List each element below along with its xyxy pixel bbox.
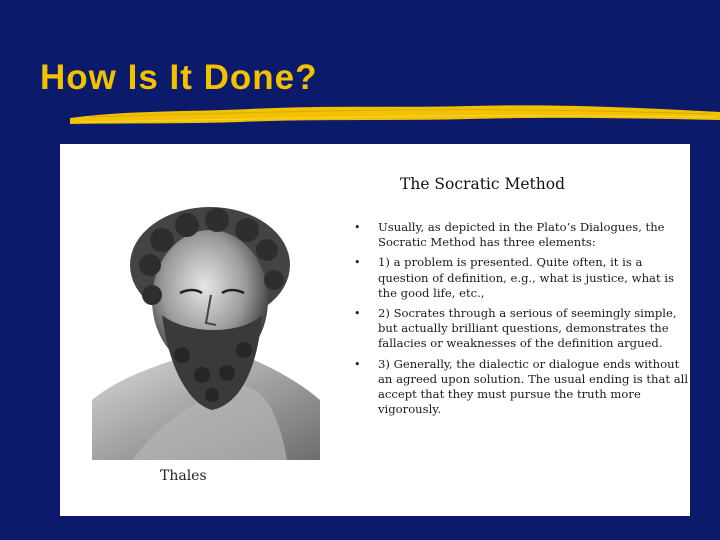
bullet-icon: • bbox=[354, 256, 361, 270]
thales-bust-image bbox=[92, 205, 320, 460]
slide-title: How Is It Done? bbox=[40, 58, 318, 97]
bullet-item bbox=[348, 357, 690, 418]
bullet-icon: • bbox=[354, 357, 361, 371]
bullet-list bbox=[348, 220, 690, 422]
title-brush-underline bbox=[70, 100, 720, 130]
bullet-icon: • bbox=[354, 221, 361, 234]
panel-heading: The Socratic Method bbox=[400, 175, 566, 193]
bullet-text: Usually, as depicted in the Plato’s Dialogues, the Socratic Method has three elements: bbox=[378, 220, 665, 250]
bullet-text: 2) Socrates through a serious of seemingly simple, but actually brilliant questions, demonstrates the fallacies or weaknesses of the definition argued. bbox=[378, 306, 677, 351]
bullet-item bbox=[348, 255, 690, 301]
bullet-item bbox=[348, 306, 690, 352]
bullet-icon: • bbox=[354, 307, 361, 321]
image-caption: Thales bbox=[160, 468, 207, 484]
bullet-item bbox=[348, 220, 690, 250]
bullet-text: 3) Generally, the dialectic or dialogue ends without an agreed upon solution. The usual ending is that all accept that they must pursue the truth more vigorously. bbox=[378, 356, 689, 417]
bullet-text: 1) a problem is presented. Quite often, it is a question of definition, e.g., what is justice, what is the good life, etc., bbox=[378, 255, 674, 300]
